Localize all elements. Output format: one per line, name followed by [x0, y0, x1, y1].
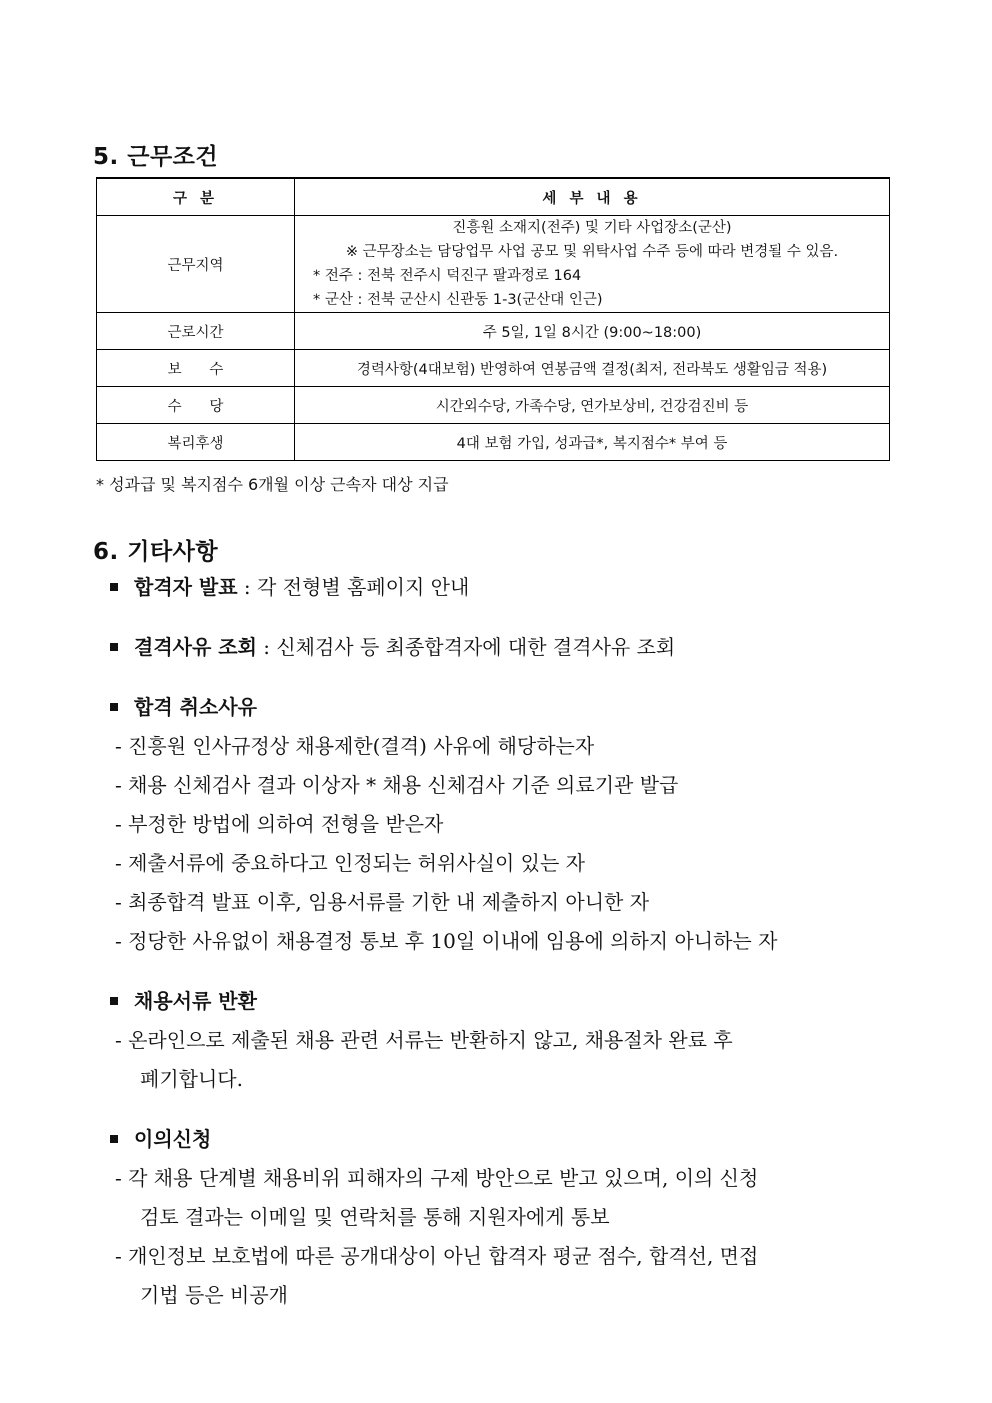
table-header-row	[97, 178, 890, 216]
location-detail	[295, 216, 890, 313]
objection-head: 이의신청	[134, 1127, 212, 1151]
announce-text: : 각 전형별 홈페이지 안내	[237, 575, 470, 599]
disqual-check-text: : 신체검사 등 최종합격자에 대한 결격사유 조회	[256, 635, 676, 659]
cancel-head: 합격 취소사유	[134, 695, 257, 719]
row-label-pay: 보 수	[97, 350, 295, 387]
table-footnote: * 성과급 및 복지점수 6개월 이상 근속자 대상 지급	[96, 475, 449, 494]
section5-title: 5. 근무조건	[93, 144, 219, 170]
objection-heading	[110, 1123, 211, 1152]
return-docs-heading	[110, 985, 257, 1014]
square-bullet-icon	[110, 997, 118, 1005]
table-row	[97, 387, 890, 424]
header-category: 구 분	[97, 178, 295, 216]
announce-item	[110, 571, 469, 600]
square-bullet-icon	[110, 703, 118, 711]
list-item: - 진흥원 인사규정상 채용제한(결격) 사유에 해당하는자	[115, 734, 595, 758]
list-item-continued: 검토 결과는 이메일 및 연락처를 통해 지원자에게 통보	[140, 1205, 610, 1229]
section6-title: 6. 기타사항	[93, 539, 219, 565]
table-row	[97, 313, 890, 350]
row-label-allowance: 수 당	[97, 387, 295, 424]
row-value-allowance: 시간외수당, 가족수당, 연가보상비, 건강검진비 등	[295, 387, 890, 424]
disqual-check-item	[110, 631, 675, 660]
location-jeonju: * 전주 : 전북 전주시 덕진구 팔과정로 164	[313, 268, 582, 284]
square-bullet-icon	[110, 583, 118, 591]
row-value-welfare: 4대 보험 가입, 성과급*, 복지점수* 부여 등	[295, 424, 890, 461]
square-bullet-icon	[110, 1135, 118, 1143]
list-item-continued: 기법 등은 비공개	[140, 1283, 288, 1307]
announce-head: 합격자 발표	[134, 575, 238, 599]
location-gunsan: * 군산 : 전북 군산시 신관동 1-3(군산대 인근)	[313, 292, 603, 308]
list-item: - 온라인으로 제출된 채용 관련 서류는 반환하지 않고, 채용절차 완료 후	[115, 1028, 733, 1052]
row-label-hours: 근로시간	[97, 313, 295, 350]
location-line: 진흥원 소재지(전주) 및 기타 사업장소(군산)	[452, 220, 732, 236]
work-conditions-table	[96, 177, 890, 461]
list-item: - 제출서류에 중요하다고 인정되는 허위사실이 있는 자	[115, 851, 585, 875]
row-value-hours: 주 5일, 1일 8시간 (9:00~18:00)	[295, 313, 890, 350]
square-bullet-icon	[110, 643, 118, 651]
row-label-location: 근무지역	[97, 216, 295, 313]
table-row	[97, 424, 890, 461]
list-item: - 개인정보 보호법에 따른 공개대상이 아닌 합격자 평균 점수, 합격선, 면접	[115, 1244, 759, 1268]
list-item: - 최종합격 발표 이후, 임용서류를 기한 내 제출하지 아니한 자	[115, 890, 650, 914]
location-note: ※ 근무장소는 담당업무 사업 공모 및 위탁사업 수주 등에 따라 변경될 수 있음.	[345, 244, 839, 260]
table-row	[97, 216, 890, 313]
header-detail: 세 부 내 용	[295, 178, 890, 216]
list-item: - 부정한 방법에 의하여 전형을 받은자	[115, 812, 444, 836]
table-row	[97, 350, 890, 387]
disqual-check-head: 결격사유 조회	[134, 635, 257, 659]
list-item: - 정당한 사유없이 채용결정 통보 후 10일 이내에 임용에 의하지 아니하는 자	[115, 929, 778, 953]
return-docs-head: 채용서류 반환	[134, 989, 257, 1013]
list-item: - 채용 신체검사 결과 이상자 * 채용 신체검사 기준 의료기관 발급	[115, 773, 679, 797]
cancel-heading	[110, 691, 257, 720]
row-label-welfare: 복리후생	[97, 424, 295, 461]
list-item: - 각 채용 단계별 채용비위 피해자의 구제 방안으로 받고 있으며, 이의 신청	[115, 1166, 759, 1190]
list-item-continued: 폐기합니다.	[140, 1067, 243, 1091]
row-value-pay: 경력사항(4대보험) 반영하여 연봉금액 결정(최저, 전라북도 생활임금 적용)	[295, 350, 890, 387]
